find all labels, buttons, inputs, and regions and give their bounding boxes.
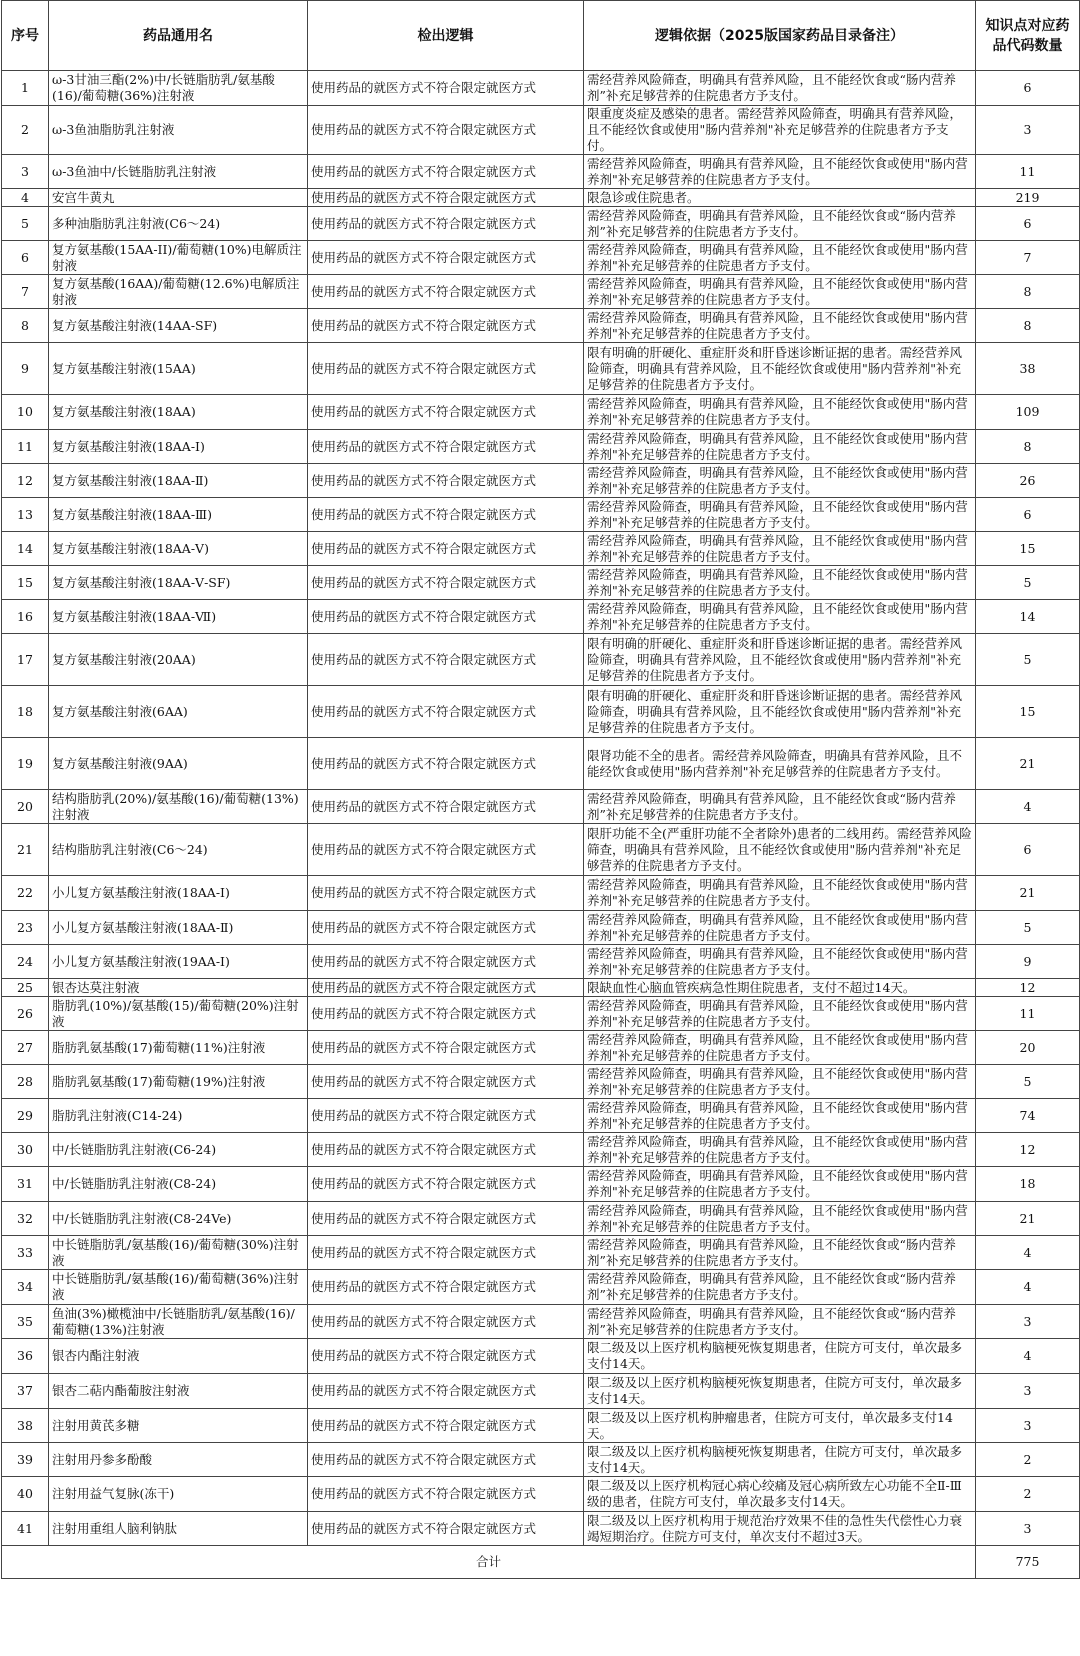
code-count: 9 bbox=[976, 945, 1080, 979]
code-count: 6 bbox=[976, 498, 1080, 532]
table-row bbox=[2, 1374, 1080, 1409]
code-count: 3 bbox=[976, 1374, 1080, 1409]
drug-name: 注射用黄芪多糖 bbox=[49, 1409, 308, 1443]
logic-basis: 限急诊或住院患者。 bbox=[584, 189, 976, 207]
code-count: 3 bbox=[976, 1305, 1080, 1339]
table-row bbox=[2, 1202, 1080, 1236]
header-basis: 逻辑依据（2025版国家药品目录备注） bbox=[584, 1, 976, 71]
row-no: 5 bbox=[2, 207, 49, 241]
logic-basis: 限重度炎症及感染的患者。需经营养风险筛查，明确具有营养风险，且不能经饮食或使用"肠内营养剂"补充足够营养的住院患者方予支付。 bbox=[584, 106, 976, 155]
code-count: 2 bbox=[976, 1443, 1080, 1477]
logic-basis: 限有明确的肝硬化、重症肝炎和肝昏迷诊断证据的患者。需经营养风险筛查，明确具有营养风险，且不能经饮食或使用"肠内营养剂"补充足够营养的住院患者方予支付。 bbox=[584, 343, 976, 395]
row-no: 11 bbox=[2, 430, 49, 464]
drug-name: 中长链脂肪乳/氨基酸(16)/葡萄糖(36%)注射液 bbox=[49, 1270, 308, 1305]
logic-basis: 需经营养风险筛查，明确具有营养风险，且不能经饮食或使用"肠内营养剂"补充足够营养的住院患者方予支付。 bbox=[584, 1133, 976, 1167]
code-count: 8 bbox=[976, 309, 1080, 343]
table-body bbox=[2, 71, 1080, 1546]
detection-logic: 使用药品的就医方式不符合限定就医方式 bbox=[308, 498, 584, 532]
drug-name: 复方氨基酸注射液(18AA-Ⅴ-SF) bbox=[49, 566, 308, 600]
logic-basis: 需经营养风险筛查，明确具有营养风险，且不能经饮食或“肠内营养剂”补充足够营养的住院患者方予支付。 bbox=[584, 1236, 976, 1270]
code-count: 74 bbox=[976, 1099, 1080, 1133]
drug-name: 中/长链脂肪乳注射液(C8-24Ve) bbox=[49, 1202, 308, 1236]
code-count: 5 bbox=[976, 566, 1080, 600]
drug-name: 复方氨基酸注射液(15AA) bbox=[49, 343, 308, 395]
drug-name: 小儿复方氨基酸注射液(18AA-Ⅰ) bbox=[49, 876, 308, 911]
header-row bbox=[2, 1, 1080, 71]
code-count: 4 bbox=[976, 1236, 1080, 1270]
drug-name: ω-3甘油三酯(2%)中/长链脂肪乳/氨基酸(16)/葡萄糖(36%)注射液 bbox=[49, 71, 308, 106]
logic-basis: 需经营养风险筛查，明确具有营养风险，且不能经饮食或使用"肠内营养剂"补充足够营养的住院患者方予支付。 bbox=[584, 600, 976, 634]
total-label: 合计 bbox=[2, 1546, 976, 1579]
code-count: 21 bbox=[976, 1202, 1080, 1236]
detection-logic: 使用药品的就医方式不符合限定就医方式 bbox=[308, 824, 584, 876]
table-row bbox=[2, 1477, 1080, 1512]
logic-basis: 需经营养风险筛查，明确具有营养风险，且不能经饮食或“肠内营养剂”补充足够营养的住院患者方予支付。 bbox=[584, 1305, 976, 1339]
table-row bbox=[2, 430, 1080, 464]
detection-logic: 使用药品的就医方式不符合限定就医方式 bbox=[308, 1133, 584, 1167]
detection-logic: 使用药品的就医方式不符合限定就医方式 bbox=[308, 738, 584, 790]
logic-basis: 限有明确的肝硬化、重症肝炎和肝昏迷诊断证据的患者。需经营养风险筛查，明确具有营养风险，且不能经饮食或使用"肠内营养剂"补充足够营养的住院患者方予支付。 bbox=[584, 634, 976, 686]
detection-logic: 使用药品的就医方式不符合限定就医方式 bbox=[308, 1031, 584, 1065]
logic-basis: 限二级及以上医疗机构肿瘤患者，住院方可支付，单次最多支付14天。 bbox=[584, 1409, 976, 1443]
code-count: 5 bbox=[976, 1065, 1080, 1099]
row-no: 37 bbox=[2, 1374, 49, 1409]
code-count: 12 bbox=[976, 1133, 1080, 1167]
detection-logic: 使用药品的就医方式不符合限定就医方式 bbox=[308, 1443, 584, 1477]
row-no: 31 bbox=[2, 1167, 49, 1202]
code-count: 21 bbox=[976, 876, 1080, 911]
logic-basis: 需经营养风险筛查，明确具有营养风险，且不能经饮食或使用"肠内营养剂"补充足够营养的住院患者方予支付。 bbox=[584, 1031, 976, 1065]
code-count: 11 bbox=[976, 155, 1080, 189]
logic-basis: 需经营养风险筛查，明确具有营养风险，且不能经饮食或使用"肠内营养剂"补充足够营养的住院患者方予支付。 bbox=[584, 241, 976, 275]
row-no: 30 bbox=[2, 1133, 49, 1167]
row-no: 34 bbox=[2, 1270, 49, 1305]
logic-basis: 需经营养风险筛查，明确具有营养风险，且不能经饮食或“肠内营养剂”补充足够营养的住院患者方予支付。 bbox=[584, 71, 976, 106]
row-no: 38 bbox=[2, 1409, 49, 1443]
total-value: 775 bbox=[976, 1546, 1080, 1579]
logic-basis: 需经营养风险筛查，明确具有营养风险，且不能经饮食或使用"肠内营养剂"补充足够营养的住院患者方予支付。 bbox=[584, 395, 976, 430]
header-no: 序号 bbox=[2, 1, 49, 71]
table-row bbox=[2, 343, 1080, 395]
table-row bbox=[2, 207, 1080, 241]
logic-basis: 需经营养风险筛查，明确具有营养风险，且不能经饮食或“肠内营养剂”补充足够营养的住院患者方予支付。 bbox=[584, 207, 976, 241]
drug-name: 多种油脂肪乳注射液(C6～24) bbox=[49, 207, 308, 241]
detection-logic: 使用药品的就医方式不符合限定就医方式 bbox=[308, 1477, 584, 1512]
table-row bbox=[2, 911, 1080, 945]
logic-basis: 需经营养风险筛查，明确具有营养风险，且不能经饮食或使用"肠内营养剂"补充足够营养的住院患者方予支付。 bbox=[584, 876, 976, 911]
logic-basis: 需经营养风险筛查，明确具有营养风险，且不能经饮食或使用"肠内营养剂"补充足够营养的住院患者方予支付。 bbox=[584, 911, 976, 945]
table-row bbox=[2, 189, 1080, 207]
drug-name: 注射用丹参多酚酸 bbox=[49, 1443, 308, 1477]
code-count: 15 bbox=[976, 532, 1080, 566]
header-logic: 检出逻辑 bbox=[308, 1, 584, 71]
code-count: 11 bbox=[976, 997, 1080, 1031]
total-row bbox=[2, 1546, 1080, 1579]
detection-logic: 使用药品的就医方式不符合限定就医方式 bbox=[308, 634, 584, 686]
logic-basis: 需经营养风险筛查，明确具有营养风险，且不能经饮食或使用"肠内营养剂"补充足够营养的住院患者方予支付。 bbox=[584, 155, 976, 189]
row-no: 7 bbox=[2, 275, 49, 309]
row-no: 9 bbox=[2, 343, 49, 395]
logic-basis: 限二级及以上医疗机构脑梗死恢复期患者，住院方可支付，单次最多支付14天。 bbox=[584, 1339, 976, 1374]
table-row bbox=[2, 155, 1080, 189]
detection-logic: 使用药品的就医方式不符合限定就医方式 bbox=[308, 1270, 584, 1305]
code-count: 12 bbox=[976, 979, 1080, 997]
drug-name: 脂肪乳氨基酸(17)葡萄糖(11%)注射液 bbox=[49, 1031, 308, 1065]
drug-table bbox=[1, 0, 1080, 1579]
table-row bbox=[2, 1339, 1080, 1374]
detection-logic: 使用药品的就医方式不符合限定就医方式 bbox=[308, 430, 584, 464]
logic-basis: 需经营养风险筛查，明确具有营养风险，且不能经饮食或使用"肠内营养剂"补充足够营养的住院患者方予支付。 bbox=[584, 997, 976, 1031]
drug-name: 注射用重组人脑利钠肽 bbox=[49, 1512, 308, 1546]
logic-basis: 需经营养风险筛查，明确具有营养风险，且不能经饮食或使用"肠内营养剂"补充足够营养的住院患者方予支付。 bbox=[584, 464, 976, 498]
row-no: 29 bbox=[2, 1099, 49, 1133]
row-no: 33 bbox=[2, 1236, 49, 1270]
row-no: 27 bbox=[2, 1031, 49, 1065]
row-no: 22 bbox=[2, 876, 49, 911]
table-row bbox=[2, 1512, 1080, 1546]
row-no: 40 bbox=[2, 1477, 49, 1512]
detection-logic: 使用药品的就医方式不符合限定就医方式 bbox=[308, 876, 584, 911]
detection-logic: 使用药品的就医方式不符合限定就医方式 bbox=[308, 155, 584, 189]
code-count: 38 bbox=[976, 343, 1080, 395]
row-no: 15 bbox=[2, 566, 49, 600]
logic-basis: 需经营养风险筛查，明确具有营养风险，且不能经饮食或使用"肠内营养剂"补充足够营养的住院患者方予支付。 bbox=[584, 275, 976, 309]
drug-name: 复方氨基酸(15AA-II)/葡萄糖(10%)电解质注射液 bbox=[49, 241, 308, 275]
logic-basis: 需经营养风险筛查，明确具有营养风险，且不能经饮食或使用"肠内营养剂"补充足够营养的住院患者方予支付。 bbox=[584, 1099, 976, 1133]
code-count: 8 bbox=[976, 275, 1080, 309]
logic-basis: 需经营养风险筛查，明确具有营养风险，且不能经饮食或使用"肠内营养剂"补充足够营养的住院患者方予支付。 bbox=[584, 945, 976, 979]
table-row bbox=[2, 71, 1080, 106]
row-no: 14 bbox=[2, 532, 49, 566]
row-no: 41 bbox=[2, 1512, 49, 1546]
detection-logic: 使用药品的就医方式不符合限定就医方式 bbox=[308, 275, 584, 309]
logic-basis: 限缺血性心脑血管疾病急性期住院患者，支付不超过14天。 bbox=[584, 979, 976, 997]
table-row bbox=[2, 738, 1080, 790]
code-count: 5 bbox=[976, 634, 1080, 686]
code-count: 4 bbox=[976, 1270, 1080, 1305]
table-row bbox=[2, 1270, 1080, 1305]
code-count: 4 bbox=[976, 790, 1080, 824]
row-no: 32 bbox=[2, 1202, 49, 1236]
drug-name: 结构脂肪乳注射液(C6～24) bbox=[49, 824, 308, 876]
row-no: 19 bbox=[2, 738, 49, 790]
detection-logic: 使用药品的就医方式不符合限定就医方式 bbox=[308, 189, 584, 207]
table-row bbox=[2, 498, 1080, 532]
code-count: 6 bbox=[976, 207, 1080, 241]
code-count: 2 bbox=[976, 1477, 1080, 1512]
detection-logic: 使用药品的就医方式不符合限定就医方式 bbox=[308, 1099, 584, 1133]
drug-name: 安宫牛黄丸 bbox=[49, 189, 308, 207]
logic-basis: 需经营养风险筛查，明确具有营养风险，且不能经饮食或使用"肠内营养剂"补充足够营养的住院患者方予支付。 bbox=[584, 1065, 976, 1099]
code-count: 6 bbox=[976, 824, 1080, 876]
row-no: 3 bbox=[2, 155, 49, 189]
row-no: 4 bbox=[2, 189, 49, 207]
logic-basis: 限二级及以上医疗机构冠心病心绞痛及冠心病所致左心功能不全Ⅱ-Ⅲ级的患者，住院方可支付，单次最多支付14天。 bbox=[584, 1477, 976, 1512]
detection-logic: 使用药品的就医方式不符合限定就医方式 bbox=[308, 1339, 584, 1374]
detection-logic: 使用药品的就医方式不符合限定就医方式 bbox=[308, 1065, 584, 1099]
logic-basis: 限肝功能不全(严重肝功能不全者除外)患者的二线用药。需经营养风险筛查，明确具有营养风险，且不能经饮食或使用"肠内营养剂"补充足够营养的住院患者方予支付。 bbox=[584, 824, 976, 876]
drug-name: 复方氨基酸注射液(20AA) bbox=[49, 634, 308, 686]
drug-name: 银杏达莫注射液 bbox=[49, 979, 308, 997]
logic-basis: 需经营养风险筛查，明确具有营养风险，且不能经饮食或“肠内营养剂”补充足够营养的住院患者方予支付。 bbox=[584, 1270, 976, 1305]
detection-logic: 使用药品的就医方式不符合限定就医方式 bbox=[308, 1374, 584, 1409]
table-row bbox=[2, 106, 1080, 155]
code-count: 26 bbox=[976, 464, 1080, 498]
code-count: 4 bbox=[976, 1339, 1080, 1374]
detection-logic: 使用药品的就医方式不符合限定就医方式 bbox=[308, 241, 584, 275]
code-count: 8 bbox=[976, 430, 1080, 464]
logic-basis: 限有明确的肝硬化、重症肝炎和肝昏迷诊断证据的患者。需经营养风险筛查，明确具有营养风险，且不能经饮食或使用"肠内营养剂"补充足够营养的住院患者方予支付。 bbox=[584, 686, 976, 738]
row-no: 26 bbox=[2, 997, 49, 1031]
detection-logic: 使用药品的就医方式不符合限定就医方式 bbox=[308, 464, 584, 498]
detection-logic: 使用药品的就医方式不符合限定就医方式 bbox=[308, 790, 584, 824]
drug-name: 复方氨基酸(16AA)/葡萄糖(12.6%)电解质注射液 bbox=[49, 275, 308, 309]
drug-name: 注射用益气复脉(冻干) bbox=[49, 1477, 308, 1512]
code-count: 20 bbox=[976, 1031, 1080, 1065]
detection-logic: 使用药品的就医方式不符合限定就医方式 bbox=[308, 945, 584, 979]
detection-logic: 使用药品的就医方式不符合限定就医方式 bbox=[308, 309, 584, 343]
row-no: 17 bbox=[2, 634, 49, 686]
drug-name: 复方氨基酸注射液(9AA) bbox=[49, 738, 308, 790]
row-no: 18 bbox=[2, 686, 49, 738]
row-no: 1 bbox=[2, 71, 49, 106]
detection-logic: 使用药品的就医方式不符合限定就医方式 bbox=[308, 532, 584, 566]
row-no: 21 bbox=[2, 824, 49, 876]
row-no: 16 bbox=[2, 600, 49, 634]
row-no: 8 bbox=[2, 309, 49, 343]
row-no: 10 bbox=[2, 395, 49, 430]
detection-logic: 使用药品的就医方式不符合限定就医方式 bbox=[308, 395, 584, 430]
drug-name: 复方氨基酸注射液(18AA-Ⅶ) bbox=[49, 600, 308, 634]
detection-logic: 使用药品的就医方式不符合限定就医方式 bbox=[308, 1236, 584, 1270]
detection-logic: 使用药品的就医方式不符合限定就医方式 bbox=[308, 997, 584, 1031]
row-no: 6 bbox=[2, 241, 49, 275]
detection-logic: 使用药品的就医方式不符合限定就医方式 bbox=[308, 106, 584, 155]
logic-basis: 需经营养风险筛查，明确具有营养风险，且不能经饮食或使用"肠内营养剂"补充足够营养的住院患者方予支付。 bbox=[584, 532, 976, 566]
drug-name: 复方氨基酸注射液(18AA-Ⅱ) bbox=[49, 464, 308, 498]
row-no: 20 bbox=[2, 790, 49, 824]
detection-logic: 使用药品的就医方式不符合限定就医方式 bbox=[308, 979, 584, 997]
drug-name: 复方氨基酸注射液(14AA-SF) bbox=[49, 309, 308, 343]
row-no: 12 bbox=[2, 464, 49, 498]
detection-logic: 使用药品的就医方式不符合限定就医方式 bbox=[308, 1512, 584, 1546]
row-no: 24 bbox=[2, 945, 49, 979]
drug-name: 复方氨基酸注射液(6AA) bbox=[49, 686, 308, 738]
table-row bbox=[2, 600, 1080, 634]
table-row bbox=[2, 532, 1080, 566]
drug-name: 银杏内酯注射液 bbox=[49, 1339, 308, 1374]
table-row bbox=[2, 824, 1080, 876]
logic-basis: 限二级及以上医疗机构脑梗死恢复期患者，住院方可支付，单次最多支付14天。 bbox=[584, 1374, 976, 1409]
drug-name: 中/长链脂肪乳注射液(C6-24) bbox=[49, 1133, 308, 1167]
row-no: 35 bbox=[2, 1305, 49, 1339]
table-row bbox=[2, 241, 1080, 275]
code-count: 219 bbox=[976, 189, 1080, 207]
code-count: 14 bbox=[976, 600, 1080, 634]
table-row bbox=[2, 876, 1080, 911]
table-row bbox=[2, 1443, 1080, 1477]
table-row bbox=[2, 997, 1080, 1031]
detection-logic: 使用药品的就医方式不符合限定就医方式 bbox=[308, 600, 584, 634]
row-no: 23 bbox=[2, 911, 49, 945]
code-count: 6 bbox=[976, 71, 1080, 106]
table-row bbox=[2, 275, 1080, 309]
drug-name: 复方氨基酸注射液(18AA-Ⅴ) bbox=[49, 532, 308, 566]
code-count: 15 bbox=[976, 686, 1080, 738]
detection-logic: 使用药品的就医方式不符合限定就医方式 bbox=[308, 1409, 584, 1443]
detection-logic: 使用药品的就医方式不符合限定就医方式 bbox=[308, 1202, 584, 1236]
logic-basis: 需经营养风险筛查，明确具有营养风险，且不能经饮食或“肠内营养剂”补充足够营养的住院患者方予支付。 bbox=[584, 790, 976, 824]
drug-name: ω-3鱼油脂肪乳注射液 bbox=[49, 106, 308, 155]
table-row bbox=[2, 1065, 1080, 1099]
code-count: 109 bbox=[976, 395, 1080, 430]
detection-logic: 使用药品的就医方式不符合限定就医方式 bbox=[308, 911, 584, 945]
code-count: 21 bbox=[976, 738, 1080, 790]
table-row bbox=[2, 1099, 1080, 1133]
drug-name: 复方氨基酸注射液(18AA) bbox=[49, 395, 308, 430]
drug-name: 小儿复方氨基酸注射液(19AA-Ⅰ) bbox=[49, 945, 308, 979]
row-no: 39 bbox=[2, 1443, 49, 1477]
detection-logic: 使用药品的就医方式不符合限定就医方式 bbox=[308, 1305, 584, 1339]
table-row bbox=[2, 686, 1080, 738]
table-row bbox=[2, 1167, 1080, 1202]
header-count: 知识点对应药品代码数量 bbox=[976, 1, 1080, 71]
table-row bbox=[2, 464, 1080, 498]
logic-basis: 需经营养风险筛查，明确具有营养风险，且不能经饮食或使用"肠内营养剂"补充足够营养的住院患者方予支付。 bbox=[584, 566, 976, 600]
drug-name: 复方氨基酸注射液(18AA-Ⅲ) bbox=[49, 498, 308, 532]
logic-basis: 限二级及以上医疗机构用于规范治疗效果不佳的急性失代偿性心力衰竭短期治疗。住院方可支付，单次支付不超过3天。 bbox=[584, 1512, 976, 1546]
code-count: 3 bbox=[976, 1409, 1080, 1443]
table-row bbox=[2, 945, 1080, 979]
drug-name: 鱼油(3%)橄榄油中/长链脂肪乳/氨基酸(16)/葡萄糖(13%)注射液 bbox=[49, 1305, 308, 1339]
table-row bbox=[2, 979, 1080, 997]
drug-name: 小儿复方氨基酸注射液(18AA-Ⅱ) bbox=[49, 911, 308, 945]
table-row bbox=[2, 1305, 1080, 1339]
table-row bbox=[2, 634, 1080, 686]
drug-name: 结构脂肪乳(20%)/氨基酸(16)/葡萄糖(13%)注射液 bbox=[49, 790, 308, 824]
drug-name: 银杏二萜内酯葡胺注射液 bbox=[49, 1374, 308, 1409]
code-count: 3 bbox=[976, 1512, 1080, 1546]
row-no: 2 bbox=[2, 106, 49, 155]
detection-logic: 使用药品的就医方式不符合限定就医方式 bbox=[308, 207, 584, 241]
logic-basis: 需经营养风险筛查，明确具有营养风险，且不能经饮食或使用"肠内营养剂"补充足够营养的住院患者方予支付。 bbox=[584, 309, 976, 343]
header-name: 药品通用名 bbox=[49, 1, 308, 71]
detection-logic: 使用药品的就医方式不符合限定就医方式 bbox=[308, 566, 584, 600]
code-count: 3 bbox=[976, 106, 1080, 155]
drug-name: 复方氨基酸注射液(18AA-Ⅰ) bbox=[49, 430, 308, 464]
detection-logic: 使用药品的就医方式不符合限定就医方式 bbox=[308, 686, 584, 738]
row-no: 13 bbox=[2, 498, 49, 532]
drug-name: 脂肪乳(10%)/氨基酸(15)/葡萄糖(20%)注射液 bbox=[49, 997, 308, 1031]
drug-name: 中/长链脂肪乳注射液(C8-24) bbox=[49, 1167, 308, 1202]
table-row bbox=[2, 1133, 1080, 1167]
detection-logic: 使用药品的就医方式不符合限定就医方式 bbox=[308, 343, 584, 395]
drug-name: 脂肪乳氨基酸(17)葡萄糖(19%)注射液 bbox=[49, 1065, 308, 1099]
logic-basis: 需经营养风险筛查，明确具有营养风险，且不能经饮食或使用"肠内营养剂"补充足够营养的住院患者方予支付。 bbox=[584, 430, 976, 464]
drug-name: 中长链脂肪乳/氨基酸(16)/葡萄糖(30%)注射液 bbox=[49, 1236, 308, 1270]
logic-basis: 限二级及以上医疗机构脑梗死恢复期患者，住院方可支付，单次最多支付14天。 bbox=[584, 1443, 976, 1477]
table-row bbox=[2, 566, 1080, 600]
row-no: 28 bbox=[2, 1065, 49, 1099]
table-row bbox=[2, 1409, 1080, 1443]
row-no: 25 bbox=[2, 979, 49, 997]
detection-logic: 使用药品的就医方式不符合限定就医方式 bbox=[308, 1167, 584, 1202]
code-count: 7 bbox=[976, 241, 1080, 275]
logic-basis: 需经营养风险筛查，明确具有营养风险，且不能经饮食或使用"肠内营养剂"补充足够营养的住院患者方予支付。 bbox=[584, 1167, 976, 1202]
row-no: 36 bbox=[2, 1339, 49, 1374]
code-count: 18 bbox=[976, 1167, 1080, 1202]
table-row bbox=[2, 790, 1080, 824]
drug-name: ω-3鱼油中/长链脂肪乳注射液 bbox=[49, 155, 308, 189]
table-row bbox=[2, 395, 1080, 430]
table-row bbox=[2, 309, 1080, 343]
logic-basis: 需经营养风险筛查，明确具有营养风险，且不能经饮食或使用"肠内营养剂"补充足够营养的住院患者方予支付。 bbox=[584, 1202, 976, 1236]
table-row bbox=[2, 1031, 1080, 1065]
detection-logic: 使用药品的就医方式不符合限定就医方式 bbox=[308, 71, 584, 106]
logic-basis: 需经营养风险筛查，明确具有营养风险，且不能经饮食或使用"肠内营养剂"补充足够营养的住院患者方予支付。 bbox=[584, 498, 976, 532]
drug-name: 脂肪乳注射液(C14-24) bbox=[49, 1099, 308, 1133]
code-count: 5 bbox=[976, 911, 1080, 945]
table-row bbox=[2, 1236, 1080, 1270]
logic-basis: 限肾功能不全的患者。需经营养风险筛查，明确具有营养风险，且不能经饮食或使用"肠内营养剂"补充足够营养的住院患者方予支付。 bbox=[584, 738, 976, 790]
